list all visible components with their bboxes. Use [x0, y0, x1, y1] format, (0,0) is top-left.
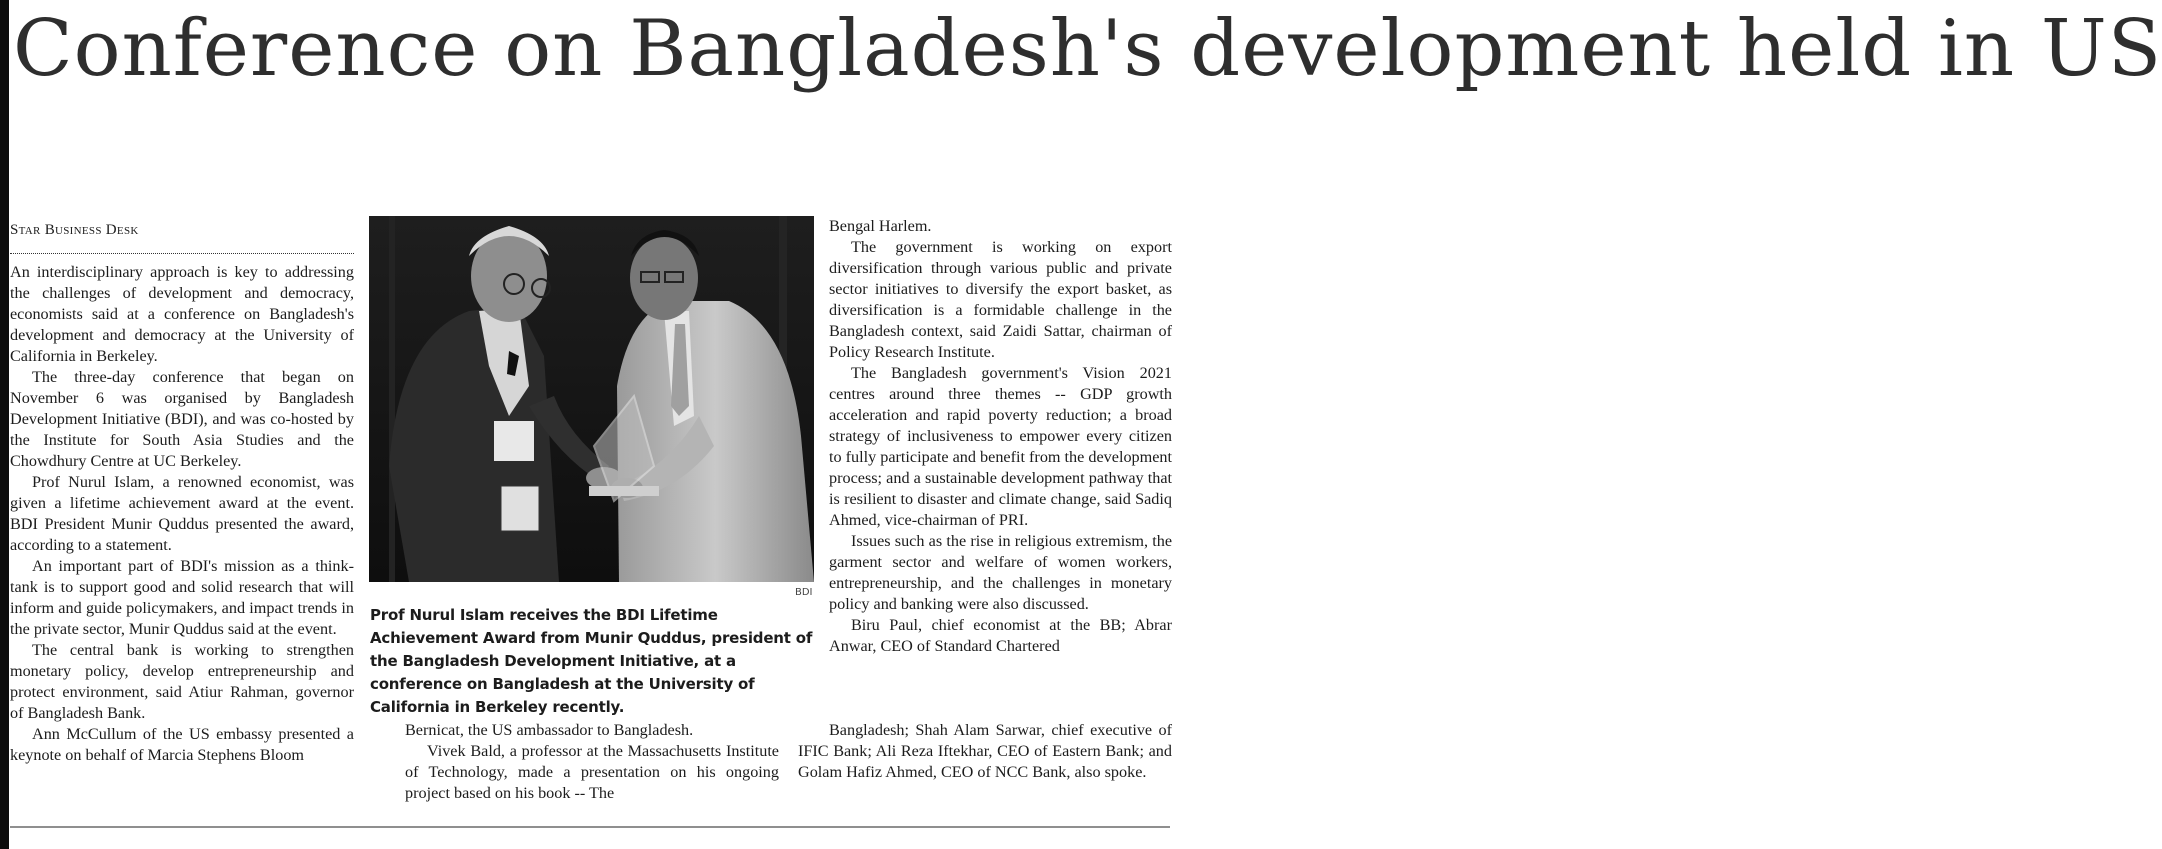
paragraph: Bengal Harlem. [829, 217, 932, 235]
paragraph: Ann McCullum of the US embassy presented a keynote on behalf of Marcia Stephens Bloom [10, 725, 354, 764]
award-photo-illustration [369, 216, 814, 582]
paragraph: Bangladesh; Shah Alam Sarwar, chief executive of IFIC Bank; Ali Reza Iftekhar, CEO of Eastern Bank; and Golam Hafiz Ahmed, CEO of NCC Bank, also spoke. [798, 721, 1172, 781]
paragraph: Bernicat, the US ambassador to Bangladesh. [405, 721, 694, 739]
byline: Star Business Desk [10, 222, 139, 238]
page-edge [0, 0, 9, 849]
award-photo [369, 216, 814, 582]
paragraph: Issues such as the rise in religious extremism, the garment sector and welfare of women workers, entrepreneurship, and the challenges in monetary policy and banking were also discussed. [829, 532, 1172, 613]
bottom-rule [10, 826, 1170, 828]
paragraph: Vivek Bald, a professor at the Massachusetts Institute of Technology, made a presentation on his ongoing project based on his book -- The [405, 742, 779, 802]
paragraph: The three-day conference that began on November 6 was organised by Bangladesh Development Initiative (BDI), and was co-hosted by the Institute for South Asia Studies and the Chowdhury Centre at UC Berkeley. [10, 368, 354, 470]
photo-credit: BDI [795, 587, 813, 598]
column-3 [829, 216, 1172, 657]
column-2 [405, 720, 779, 804]
paragraph: The central bank is working to strengthen monetary policy, develop entrepreneurship and protect environment, said Atiur Rahman, governor of Bangladesh Bank. [10, 641, 354, 722]
headline: Conference on Bangladesh's development held in US [13, 4, 2162, 94]
paragraph: An interdisciplinary approach is key to addressing the challenges of development and democracy, economists said at a conference on Bangladesh's development and democracy at the University of California in Berkeley. [10, 263, 354, 365]
paragraph: The government is working on export diversification through various public and private sector initiatives to diversify the export basket, as diversification is a formidable challenge in the Bangladesh context, said Zaidi Sattar, chairman of Policy Research Institute. [829, 238, 1172, 361]
byline-divider [10, 241, 354, 254]
photo-caption: Prof Nurul Islam receives the BDI Lifetime Achievement Award from Munir Quddus, president of the Bangladesh Development Initiative, at a conference on Bangladesh at the University of California in Berkeley recently. [370, 606, 813, 716]
paragraph: An important part of BDI's mission as a think-tank is to support good and solid research that will inform and guide policymakers, and impact trends in the private sector, Munir Quddus said at the event. [10, 557, 354, 638]
column-3-continuation [798, 720, 1172, 783]
column-1 [10, 220, 354, 766]
paragraph: Prof Nurul Islam, a renowned economist, was given a lifetime achievement award at the event. BDI President Munir Quddus presented the award, according to a statement. [10, 473, 354, 554]
paragraph: The Bangladesh government's Vision 2021 centres around three themes -- GDP growth acceleration and rapid poverty reduction; a broad strategy of inclusiveness to empower every citizen to fully participate and benefit from the development process; and a sustainable development pathway that is resilient to disaster and climate change, said Sadiq Ahmed, vice-chairman of PRI. [829, 364, 1172, 529]
paragraph: Biru Paul, chief economist at the BB; Abrar Anwar, CEO of Standard Chartered [829, 616, 1172, 655]
